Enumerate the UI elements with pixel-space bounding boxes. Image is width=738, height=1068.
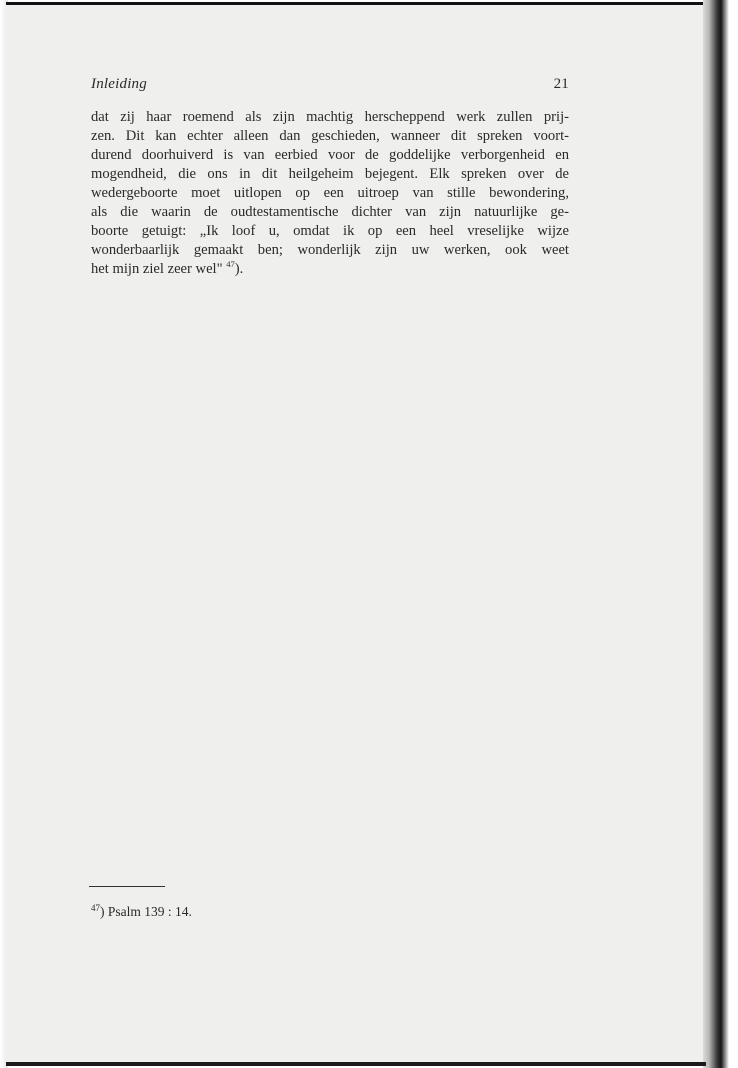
body-line: dat zij haar roemend als zijn machtig herscheppend werk zullen prij- (91, 109, 569, 125)
running-head (91, 76, 569, 98)
last-line-text: het mijn ziel zeer wel" (91, 261, 223, 277)
body-line: durend doorhuiverd is van eerbied voor de goddelijke verborgenheid en (91, 147, 569, 163)
page-number: 21 (553, 76, 569, 92)
page-bottom-edge (6, 1062, 706, 1066)
body-line-last (91, 260, 569, 279)
body-paragraph (91, 108, 569, 279)
footnote-rule (89, 886, 165, 887)
body-line: boorte getuigt: „Ik loof u, omdat ik op een heel vreselijke wijze (91, 223, 569, 239)
body-line: zen. Dit kan echter alleen dan geschieden, wanneer dit spreken voort- (91, 128, 569, 144)
last-line-tail: ). (234, 261, 244, 277)
footnote (91, 899, 192, 921)
footnote-marker: 47 (91, 903, 100, 913)
body-line: wonderbaarlijk gemaakt ben; wonderlijk zijn uw werken, ook weet (91, 242, 569, 258)
footnote-text: ) Psalm 139 : 14. (100, 904, 192, 919)
body-line: wedergeboorte moet uitlopen op een uitroep van stille bewondering, (91, 185, 569, 201)
footnote-reference[interactable]: 47 (226, 260, 235, 269)
body-line: als die waarin de oudtestamentische dichter van zijn natuurlijke ge- (91, 204, 569, 220)
page-top-edge (6, 2, 706, 5)
running-title: Inleiding (91, 76, 147, 92)
page-right-edge (703, 0, 738, 1068)
body-line: mogendheid, die ons in dit heilgeheim bejegent. Elk spreken over de (91, 166, 569, 182)
